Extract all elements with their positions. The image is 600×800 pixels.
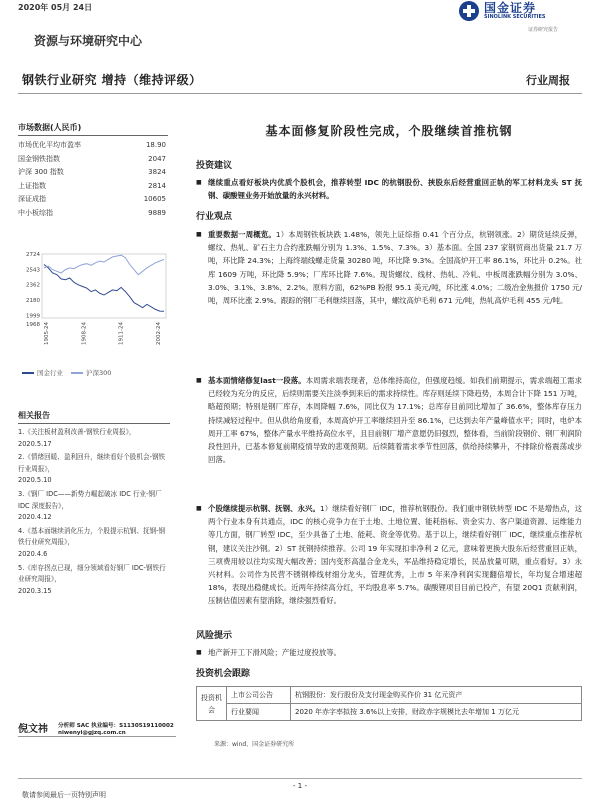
brand-name-en: SINOLINK SECURITIES [484, 14, 546, 20]
market-row [18, 166, 168, 180]
market-row [18, 193, 168, 207]
market-row [18, 139, 168, 153]
market-value: 9889 [148, 208, 166, 217]
market-label: 市场优化平均市盈率 [18, 141, 81, 149]
legend-item [71, 368, 111, 377]
section-heading-risk: 风险提示 [196, 631, 233, 641]
view-lead-2: 基本面情绪修复last一段落。 [208, 376, 306, 385]
series-line-hs300 [44, 255, 164, 275]
page-number: - 1 - [293, 782, 307, 790]
title-bar [18, 64, 582, 94]
risk-paragraph [196, 646, 582, 659]
market-value: 18.90 [145, 141, 166, 149]
invest-text: 继续重点看好板块内优质个股机会，推荐转型 IDC 的杭钢股份、挟股东后经营重回正轨的军工材料龙头 ST 抚钢、碳酸锂业务开始放量的永兴材料。 [208, 178, 582, 201]
related-report[interactable] [18, 452, 170, 487]
series-line-industry [44, 265, 164, 312]
related-reports-list [18, 427, 170, 599]
table-cell-content: 2020 年赤字率拟按 3.6%以上安排，财政赤字规模比去年增加 1 万亿元 [291, 704, 582, 721]
report-type: 行业周报 [526, 74, 570, 87]
table-cell-content: 杭钢股份：发行股份及支付现金购买作价 31 亿元资产 [291, 687, 582, 704]
table-header-cell: 投资机会 [197, 687, 227, 721]
related-report[interactable] [18, 526, 170, 561]
y-tick-label: 2362 [26, 282, 40, 289]
risk-text: 地产新开工下滑风险；产能过度投放等。 [208, 648, 342, 657]
divider [18, 736, 176, 737]
y-tick-label: 1968 [26, 322, 40, 328]
related-report-text: 1.《关注板材盈利改善-钢铁行业周报》， [18, 428, 136, 436]
table-cell-category: 上市公司公告 [227, 687, 291, 704]
market-label: 上证指数 [18, 181, 46, 190]
opportunity-table [196, 686, 582, 721]
table-row [197, 687, 582, 704]
related-report[interactable] [18, 489, 170, 524]
related-report-date: 2020.5.17 [18, 439, 52, 448]
market-value: 3824 [148, 168, 166, 176]
brand-logo-icon [458, 0, 480, 22]
market-label: 中小板综指 [18, 208, 53, 217]
section-heading-view: 行业观点 [196, 212, 233, 222]
table-row [197, 704, 582, 721]
x-tick-label: 1911-24 [118, 322, 125, 345]
industry-rating: 钢铁行业研究 增持（维持评级） [22, 73, 202, 87]
table-source: 来源：wind、国金证券研究所 [214, 741, 295, 748]
x-tick-label: 1908-24 [81, 322, 88, 345]
related-report[interactable] [18, 427, 170, 450]
x-tick-label: 2002-24 [156, 322, 162, 345]
market-label: 沪深 300 指数 [18, 168, 64, 176]
footer-disclaimer: 敬请参阅最后一页特别声明 [22, 791, 106, 799]
section-heading-track: 投资机会跟踪 [196, 669, 251, 679]
market-label: 深证成指 [18, 195, 46, 203]
invest-suggestion [196, 176, 582, 202]
related-reports-title: 相关报告 [18, 410, 170, 424]
index-chart [18, 248, 170, 378]
section-heading-invest: 投资建议 [196, 161, 233, 171]
market-label: 国金钢铁指数 [18, 154, 60, 163]
market-value: 10605 [143, 195, 166, 203]
related-report-text: 4.《基本面继续消化压力，个股提示杭钢、抚钢-钢铁行业研究周报》， [18, 526, 166, 547]
market-row [18, 180, 168, 194]
report-date: 2020年 05月 24日 [18, 3, 93, 12]
brand-name: 国金证券 [484, 1, 537, 15]
view-text-1: 1）本周钢铁板块跌 1.48%，领先上证综指 0.41 个百分点，杭钢领涨。2）期货延续反弹，螺纹、热轧、矿石主力合约涨跌幅分别为 1.3%、1.5%、7.3%。3）基本面。全国 237 家钢贸商出货量 21.7 万吨，环比降 24.3%；上海终端线螺走货量 30280 吨，环比降 9.3%。全国高炉开工率 86.1%，环比升 0.2%。社库 1609 万吨，环比降 5.9%；厂库环比降 7.6%。现货螺纹、线材、热轧、冷轧、中板周涨跌幅分别为 3.0%、3.0%、3.1%、3.8%、2.2%。原料方面，62%PB 粉报 95.1 美元/吨，环比涨 4.0%；二级冶金焦报价 1750 元/吨，周环比涨 2.9%。跟踪的钢厂毛利继续回落，其中，螺纹高炉毛利 671 元/吨，热轧高炉毛利 455 元/吨。 [208, 230, 582, 306]
chart-legend [22, 368, 170, 377]
related-report-date: 2020.4.6 [18, 549, 48, 558]
view-paragraph-3 [196, 502, 582, 608]
legend-label: 沪深300 [86, 369, 112, 377]
legend-item [22, 368, 63, 377]
view-lead-1: 重要数据一周概览。 [208, 230, 276, 239]
related-report-text: 2.《情绪回暖、盈利回升，继续看好个股机会-钢铁行业周报》， [18, 453, 166, 473]
market-row [18, 207, 168, 221]
related-report-text: 5.《库存拐点已现，细分领域看好钢厂 IDC-钢铁行业研究周报》， [18, 563, 166, 584]
analyst-email[interactable]: niwenyi@gjzq.com.cn [58, 730, 126, 736]
brand-logo [458, 0, 588, 34]
market-value: 2814 [148, 181, 166, 190]
view-text-2: 本周需求端表现者，总体维持高位，但强度趋缓。如我们前期提示，需求端超工需求已经较为充分的反应，后续则需要关注淡季到来后的需求持续性。库存则延续下降趋势，本周合计下降 151 万吨，略超预期；特别是钢厂库存，本周降幅 7.6%，同比仅为 17.1%；总库存目前同比增加了 36.6%，整体库存压力持续减轻过程中。但从供给角度看，本周高炉开工率继续回升至 86.1%，已达到去年产量峰值水平；同时，电炉本周开工率 67%，整体产量水平维持高位水平，且目前钢厂增产意愿仍旧强烈，整体看，当前阶段钢价、钢厂利润阶段性回升，已基本修复前期疫情导致的悲观预期。后续随着需求季节性回落，供给持续攀升，不排除价格震荡或步回落。 [208, 376, 582, 465]
related-report-date: 2020.5.10 [18, 476, 52, 485]
y-tick-label: 2724 [26, 252, 40, 258]
market-value: 2047 [148, 154, 166, 163]
analyst-name: 倪文祎 [18, 724, 48, 735]
view-paragraph-1 [196, 228, 582, 307]
market-data-title: 市场数据(人民币) [18, 122, 168, 136]
related-report[interactable] [18, 563, 170, 598]
view-paragraph-2 [196, 374, 582, 466]
research-center: 资源与环境研究中心 [34, 34, 143, 48]
market-data-panel [18, 122, 168, 220]
market-row [18, 153, 168, 167]
legend-swatch-icon [71, 372, 83, 374]
report-title: 基本面修复阶段性完成，个股继续首推杭钢 [265, 124, 513, 138]
related-report-text: 3.《钢厂 IDC——新势力崛起破冰 IDC 行业-钢厂 IDC 深度报告》， [18, 489, 162, 510]
table-cell-category: 行业要闻 [227, 704, 291, 721]
brand-subtitle: 证券研究报告 [528, 27, 559, 33]
footer-divider [18, 778, 582, 779]
view-text-3: 1）继续看好钢厂 IDC，推荐杭钢股份。我们重申钢铁转型 IDC 不是增热点，这两个行业本身有共通点，IDC 的核心竞争力在于土地、土地位置、能耗指标、资金实力、客户渠道资源、运维能力等几方面，钢厂转型 IDC，至少具备了土地、能耗、资金等优势。基于以上，继续看好钢厂 IDC，继续重点推荐杭钢，建议关注沙钢。2）ST 抚钢持续推荐。公司 19 年实现扣非净利 2 亿元，意味着更换大股东后经营重回正轨，三项费用较以往均实现大幅改善；国内变形高温合金龙头，军品维持稳定增长，民品放量可期，重点看好。3）永兴材料。公司作为民营不锈钢棒线材细分龙头，管理优秀，上市 5 年来净利润实现翻倍增长，年均复合增速超 18%，表现出稳健成长。近两年持续高分红，平均股息率 5.7%。碳酸锂项目目前已投产，有望 20Q1 贡献利润，压制估值因素有望消除，继续强烈看好。 [208, 504, 582, 606]
index-chart-svg [18, 248, 170, 366]
related-report-date: 2020.3.15 [18, 586, 52, 595]
legend-swatch-icon [22, 372, 34, 374]
view-lead-3: 个股继续提示杭钢、抚钢、永兴。 [208, 504, 320, 513]
legend-label: 国金行业 [37, 369, 63, 377]
y-tick-label: 2180 [26, 298, 40, 305]
related-report-date: 2020.4.12 [18, 513, 52, 522]
analyst-cert: 分析师 SAC 执业编号：S1130519110002 [58, 723, 174, 729]
y-tick-label: 2543 [26, 267, 40, 274]
x-tick-label: 1905-24 [44, 322, 50, 345]
chart-frame [42, 254, 166, 318]
y-tick-label: 1999 [26, 313, 40, 320]
